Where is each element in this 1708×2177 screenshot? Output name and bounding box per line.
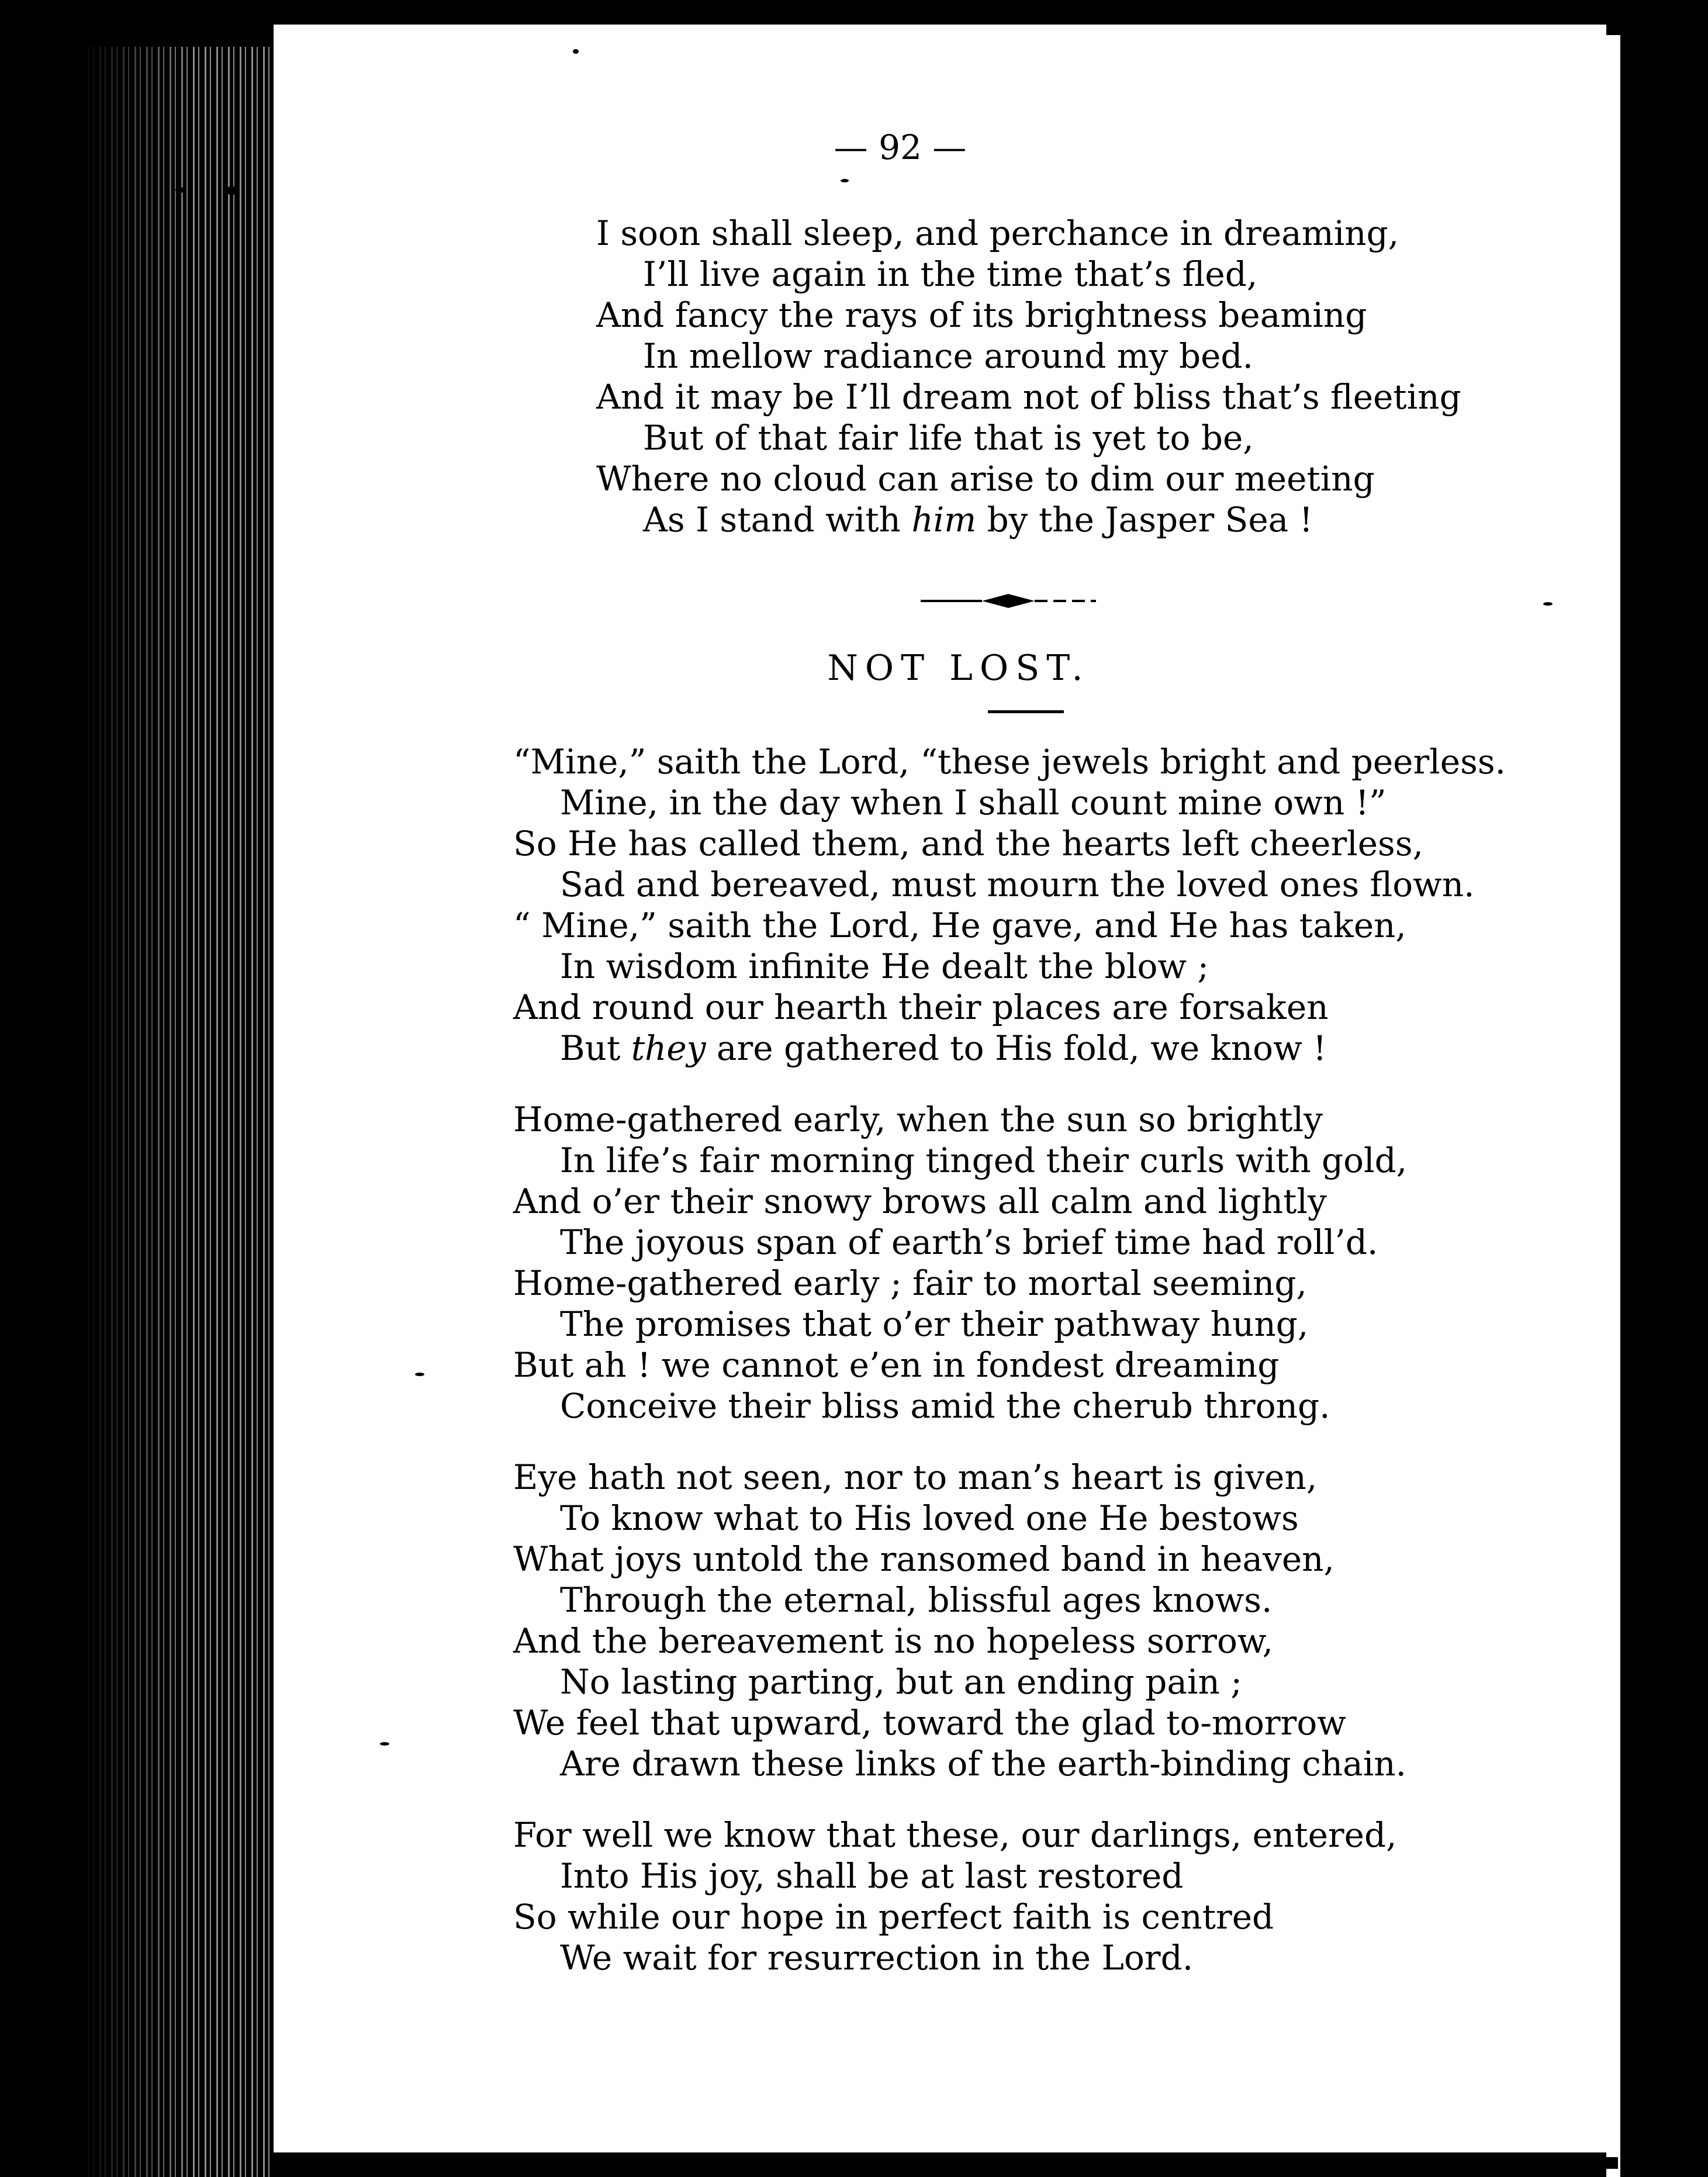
- scan-bottom-border: [274, 2157, 1618, 2169]
- poem-line: For well we know that these, our darlings, entered,: [513, 1815, 1397, 1855]
- poem-line-text: As I stand with: [643, 500, 912, 540]
- poem-line: “ Mine,” saith the Lord, He gave, and He has taken,: [513, 906, 1406, 945]
- scan-speck: [380, 1742, 389, 1746]
- scan-speck: [573, 49, 579, 54]
- poem-line: Sad and bereaved, must mourn the loved ones flown.: [560, 865, 1475, 904]
- poem-line: Eye hath not seen, nor to man’s heart is given,: [513, 1457, 1318, 1497]
- poem-not-lost: [513, 741, 1506, 1978]
- poem-line-text: But: [560, 1028, 631, 1068]
- poem-title: NOT LOST.: [827, 648, 1090, 689]
- poem-line: What joys untold the ransomed band in heaven,: [513, 1539, 1334, 1579]
- poem-line: Where no cloud can arise to dim our meeting: [596, 459, 1375, 499]
- poem-stanza: [513, 1457, 1506, 1784]
- poem-line: Conceive their bliss amid the cherub throng.: [560, 1386, 1330, 1426]
- poem-line: I soon shall sleep, and perchance in dreaming,: [596, 213, 1399, 253]
- poem-line: So He has called them, and the hearts left cheerless,: [513, 824, 1424, 863]
- poem-line: So while our hope in perfect faith is centred: [513, 1897, 1274, 1937]
- poem-stanza: [513, 1815, 1506, 1978]
- scan-speck: [1543, 602, 1553, 606]
- poem-line: Home-gathered early, when the sun so brightly: [513, 1100, 1323, 1139]
- poem-line: We wait for resurrection in the Lord.: [560, 1938, 1194, 1978]
- scan-speck: [175, 187, 185, 193]
- page-right-edge: [1606, 35, 1620, 2177]
- scan-speck: [415, 1373, 424, 1376]
- poem-line: But ah ! we cannot e’en in fondest dreaming: [513, 1345, 1280, 1385]
- poem-line: [596, 499, 1461, 540]
- poem-line: And o’er their snowy brows all calm and lightly: [513, 1181, 1327, 1221]
- poem-line: Mine, in the day when I shall count mine own !”: [560, 783, 1387, 823]
- poem-stanza: [513, 1099, 1506, 1426]
- scan-right-border: [1620, 0, 1708, 2177]
- poem-line: To know what to His loved one He bestows: [560, 1498, 1299, 1538]
- poem-line: No lasting parting, but an ending pain ;: [560, 1662, 1242, 1702]
- poem-line: “Mine,” saith the Lord, “these jewels bright and peerless.: [513, 742, 1506, 782]
- poem-line: I’ll live again in the time that’s fled,: [643, 254, 1258, 294]
- poem-line: In life’s fair morning tinged their curls with gold,: [560, 1141, 1408, 1180]
- poem-line: Are drawn these links of the earth-binding chain.: [560, 1744, 1407, 1784]
- poem-line: But of that fair life that is yet to be,: [643, 418, 1254, 458]
- poem-line: And fancy the rays of its brightness beaming: [596, 295, 1367, 335]
- poem-line: And the bereavement is no hopeless sorrow,: [513, 1621, 1274, 1661]
- scan-speck: [841, 179, 849, 182]
- poem-line: Into His joy, shall be at last restored: [560, 1856, 1184, 1896]
- poem-line: Home-gathered early ; fair to mortal seeming,: [513, 1263, 1307, 1303]
- poem-line-italic-word: they: [631, 1028, 706, 1068]
- poem-line-text: by the Jasper Sea !: [976, 500, 1313, 540]
- poem-line: The promises that o’er their pathway hung,: [560, 1304, 1309, 1344]
- scan-speck: [227, 186, 236, 195]
- poem-line: In wisdom infinite He dealt the blow ;: [560, 946, 1209, 986]
- title-underline-rule: [988, 710, 1064, 713]
- poem-line-text: are gathered to His fold, we know !: [706, 1028, 1327, 1068]
- poem-line: [513, 1028, 1506, 1069]
- poem-continued: [596, 213, 1461, 540]
- poem-stanza: [513, 741, 1506, 1069]
- binding-dark-fade: [82, 47, 199, 2177]
- poem-line: And round our hearth their places are forsaken: [513, 987, 1329, 1027]
- poem-line-italic-word: him: [911, 500, 977, 540]
- poem-line: We feel that upward, toward the glad to-morrow: [513, 1703, 1346, 1743]
- poem-line: Through the eternal, blissful ages knows.: [560, 1580, 1273, 1620]
- page-number: — 92 —: [834, 127, 967, 167]
- section-divider-ornament: [921, 589, 1096, 613]
- poem-line: And it may be I’ll dream not of bliss that’s fleeting: [596, 377, 1461, 417]
- poem-line: The joyous span of earth’s brief time had roll’d.: [560, 1222, 1378, 1262]
- poem-line: In mellow radiance around my bed.: [643, 336, 1253, 376]
